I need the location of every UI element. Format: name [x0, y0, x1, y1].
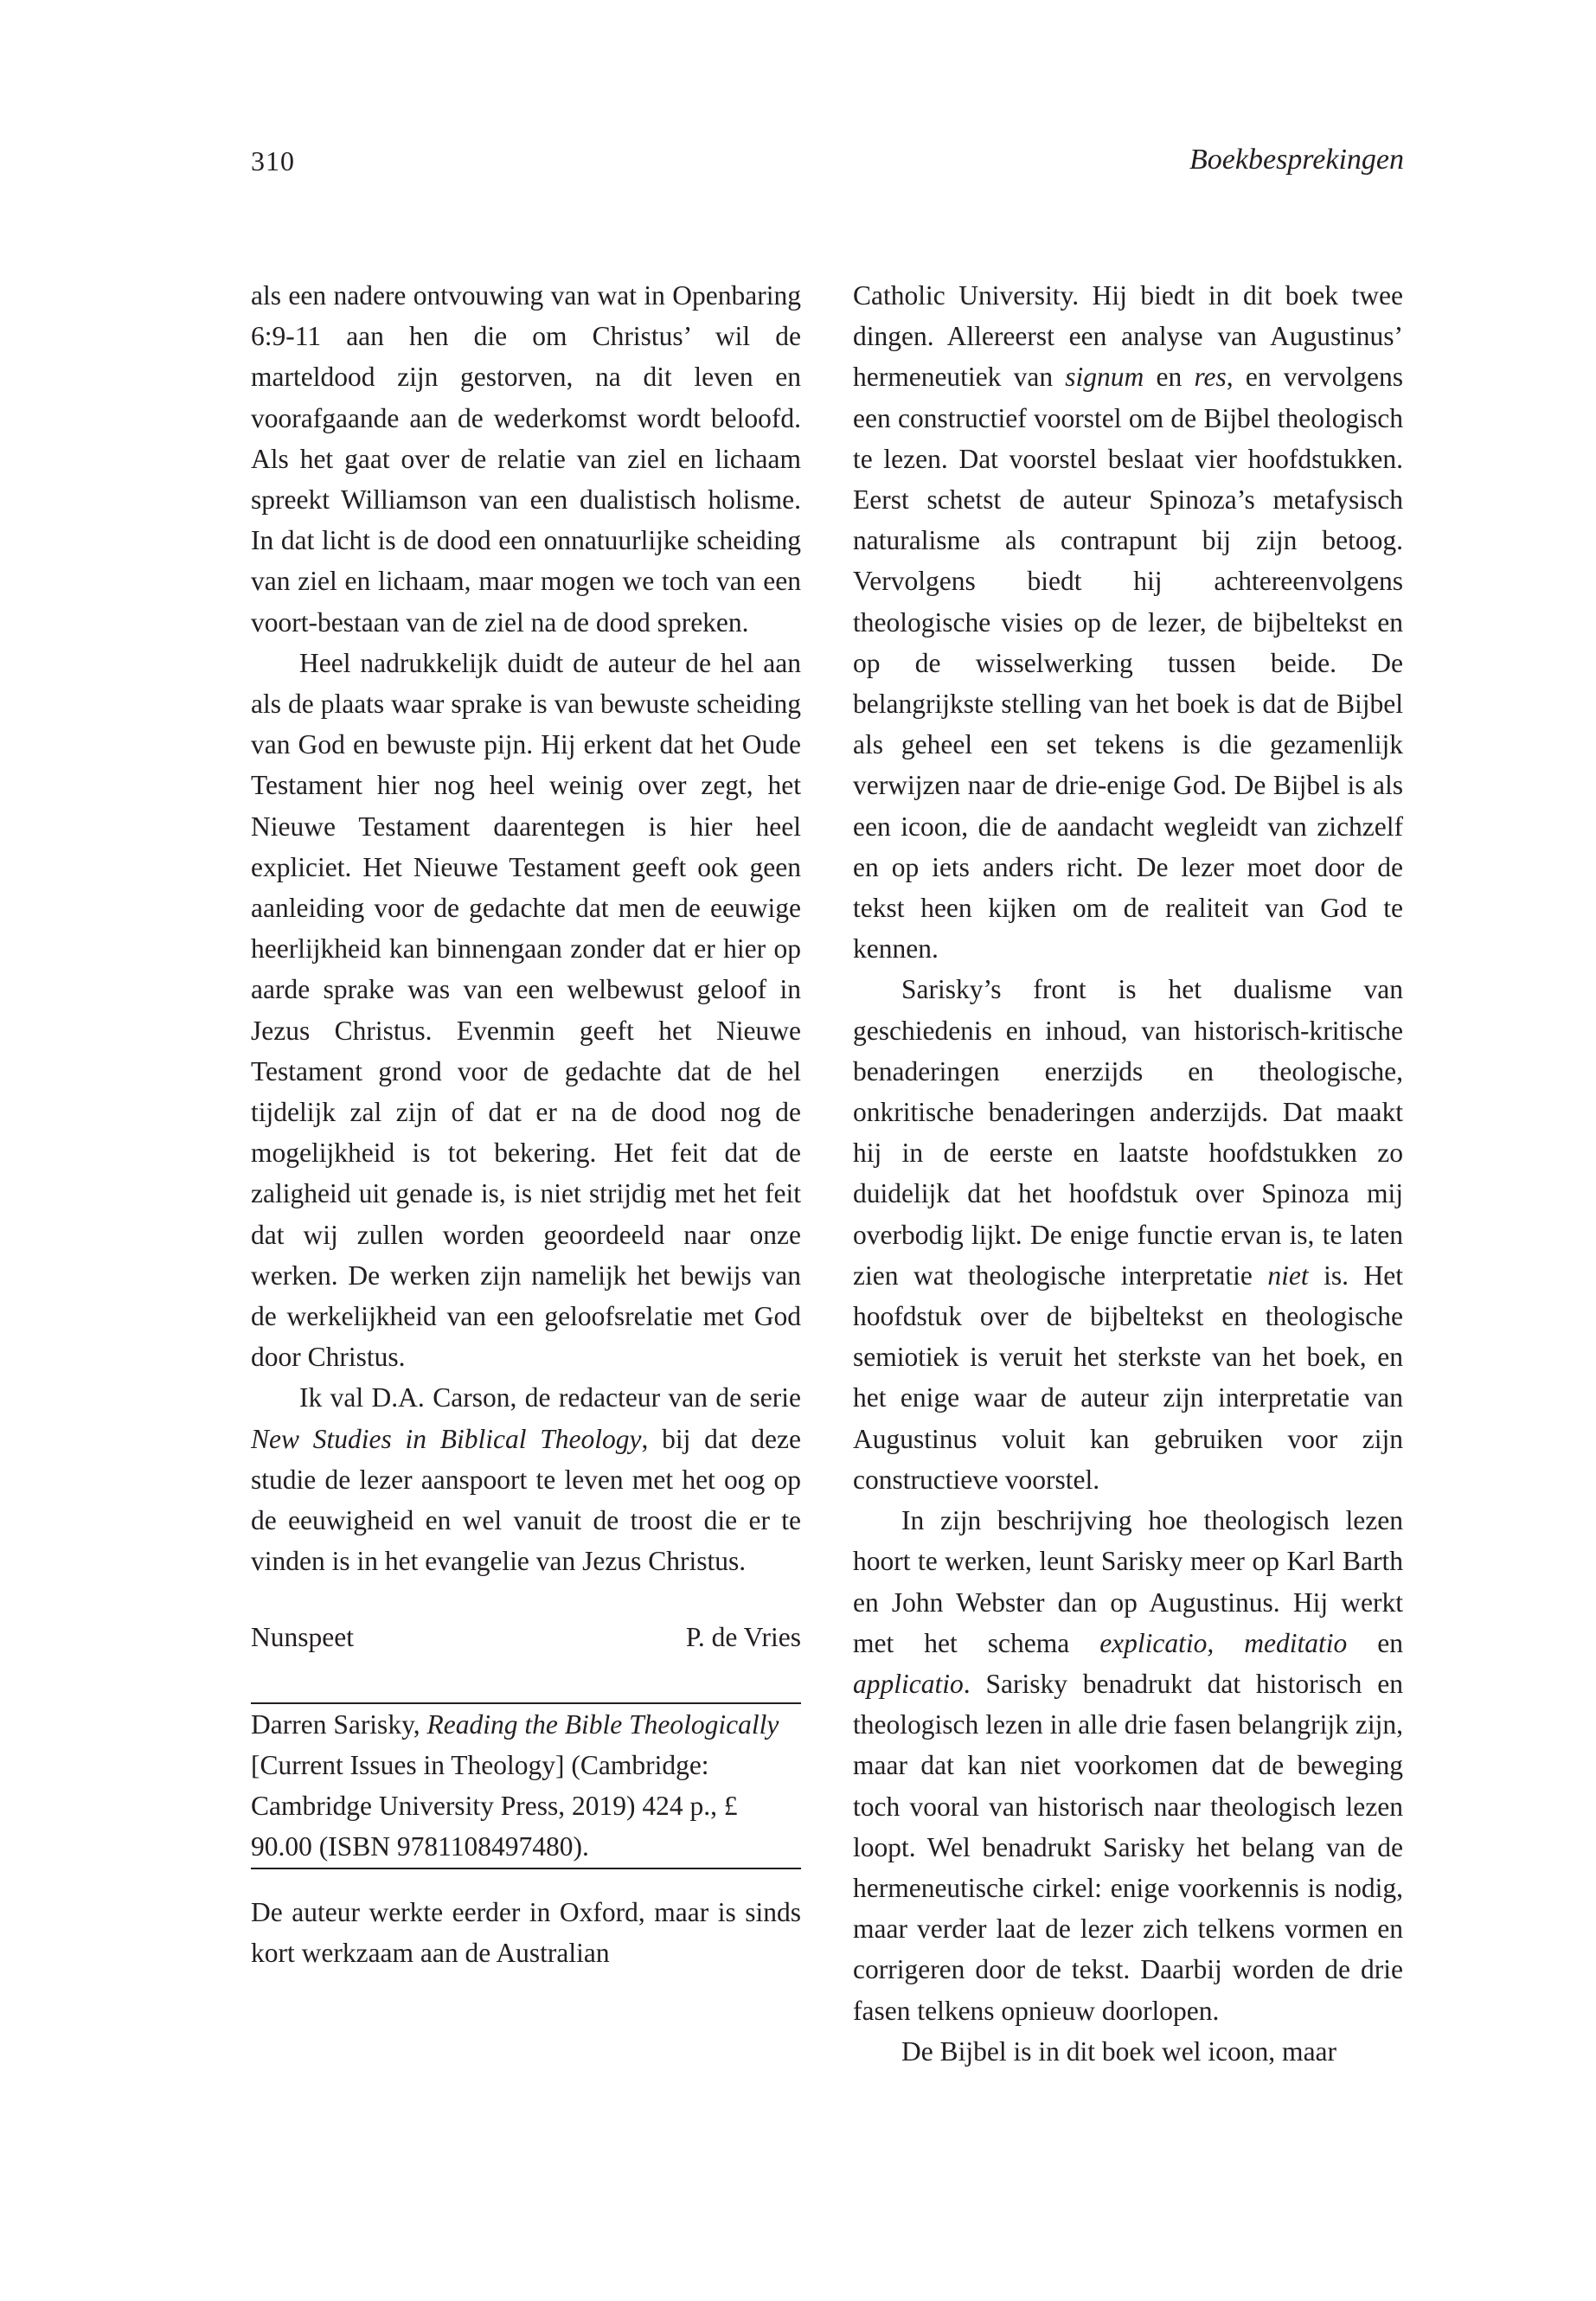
text-run: In zijn beschrijving hoe theologisch lezen hoort te werken, leunt Sarisky meer op Karl Barth en John Webster dan op Augustinus. Hij werkt met het schema — [853, 1505, 1403, 1658]
review-signature — [251, 1617, 801, 1657]
term: applicatio — [853, 1668, 964, 1699]
series-title: New Studies in Biblical Theology — [251, 1423, 642, 1454]
paragraph: De auteur werkte eerder in Oxford, maar is sinds kort werkzaam aan de Australian — [251, 1896, 801, 1968]
paragraph: als een nadere ontvouwing van wat in Openbaring 6:9-11 aan hen die om Christus’ wil de marteldood zijn gestorven, na dit leven en voorafgaande aan de wederkomst wordt beloofd. Als het gaat over de relatie van ziel en lichaam spreekt Williamson van een dualistisch holisme. In dat licht is de dood een onnatuurlijke scheiding van ziel en lichaam, maar mogen we toch van een voort-bestaan van de ziel na de dood spreken. — [251, 280, 801, 638]
term: explicatio, meditatio — [1099, 1627, 1348, 1658]
signature-place: Nunspeet — [251, 1621, 354, 1652]
term: niet — [1267, 1259, 1309, 1291]
citation-details: [Current Issues in Theology] (Cambridge: Cambridge University Press, 2019) 424 p., £ 90.00 (ISBN 9781108497480). — [251, 1749, 738, 1862]
term: signum — [1065, 362, 1144, 393]
paragraph — [853, 1500, 1403, 2031]
signature-name: P. de Vries — [685, 1621, 801, 1652]
paragraph — [853, 275, 1403, 969]
text-run: . Sarisky benadrukt dat historisch en theologisch lezen in alle drie fasen belangrijk zijn, maar dat kan niet voorkomen dat de beweging toch vooral van historisch naar theologisch lezen loopt. Wel benadrukt Sarisky het belang van de hermeneutische cirkel: enige voorkennis is nodig, maar verder laat de lezer zich telkens vormen en corrigeren door de tekst. Daarbij worden de drie fasen telkens opnieuw doorlopen. — [853, 1668, 1403, 2026]
running-title: Boekbesprekingen — [1189, 144, 1404, 176]
divider — [251, 1868, 801, 1869]
left-column — [251, 275, 801, 1973]
paragraph — [251, 1377, 801, 1581]
paragraph: De Bijbel is in dit boek wel icoon, maar — [901, 2035, 1337, 2067]
text-run: en — [1347, 1627, 1404, 1658]
text-run: Ik val D.A. Carson, de redacteur van de serie — [299, 1382, 801, 1413]
text-run: en — [1144, 362, 1195, 393]
text-run: , bij dat deze studie de lezer aanspoort te leven met het oog op de eeuwigheid en wel vanuit de troost die er te vinden is in het evangelie van Jezus Christus. — [251, 1423, 801, 1577]
text-run: Catholic University. Hij biedt in dit boek twee dingen. Allereerst een analyse van Augustinus’ hermeneutiek van — [853, 280, 1403, 393]
term: res — [1194, 362, 1227, 393]
book-citation — [251, 1704, 801, 1868]
text-run: Sarisky’s front is het dualisme van geschiedenis en inhoud, van historisch-kritische benaderingen enerzijds en theologische, onkritische benaderingen anderzijds. Dat maakt hij in de eerste en laatste hoofdstukken zo duidelijk dat het hoofdstuk over Spinoza mij overbodig lijkt. De enige functie ervan is, te laten zien wat theologische interpretatie — [853, 974, 1403, 1291]
right-column — [853, 275, 1403, 2072]
citation-title: Reading the Bible Theologically — [426, 1708, 779, 1740]
text-run: is. Het hoofdstuk over de bijbeltekst en theologische semiotiek is veruit het sterkste van het boek, en het enige waar de auteur zijn interpretatie van Augustinus voluit kan gebruiken voor zijn constructieve voorstel. — [853, 1259, 1403, 1495]
text-run: , en vervolgens een constructief voorstel om de Bijbel theologisch te lezen. Dat voorstel beslaat vier hoofdstukken. Eerst schetst de auteur Spinoza’s metafysisch naturalisme als contrapunt bij zijn betoog. Vervolgens biedt hij achtereenvolgens theologische visies op de lezer, de bijbeltekst en op de wisselwerking tussen beide. De belangrijkste stelling van het boek is dat de Bijbel als geheel een set tekens is die gezamenlijk verwijzen naar de drie-enige God. De Bijbel is als een icoon, die de aandacht wegleidt van zichzelf en op iets anders richt. De lezer moet door de tekst heen kijken om de realiteit van God te kennen. — [853, 362, 1403, 965]
page-number: 310 — [251, 145, 295, 176]
citation-author: Darren Sarisky, — [251, 1708, 427, 1740]
paragraph: Heel nadrukkelijk duidt de auteur de hel aan als de plaats waar sprake is van bewuste scheiding van God en bewuste pijn. Hij erkent dat het Oude Testament hier nog heel weinig over zegt, het Nieuwe Testament daarentegen is hier heel expliciet. Het Nieuwe Testament geeft ook geen aanleiding voor de gedachte dat men de eeuwige heerlijkheid kan binnengaan zonder dat er hier op aarde sprake was van een welbewust geloof in Jezus Christus. Evenmin geeft het Nieuwe Testament grond voor de gedachte dat de hel tijdelijk zal zijn of dat er na de dood nog de mogelijkheid is tot bekering. Het feit dat de zaligheid uit genade is, is niet strijdig met het feit dat wij zullen worden geoordeeld naar onze werken. De werken zijn namelijk het bewijs van de werkelijkheid van een geloofsrelatie met God door Christus. — [251, 647, 801, 1373]
paragraph — [853, 969, 1403, 1500]
